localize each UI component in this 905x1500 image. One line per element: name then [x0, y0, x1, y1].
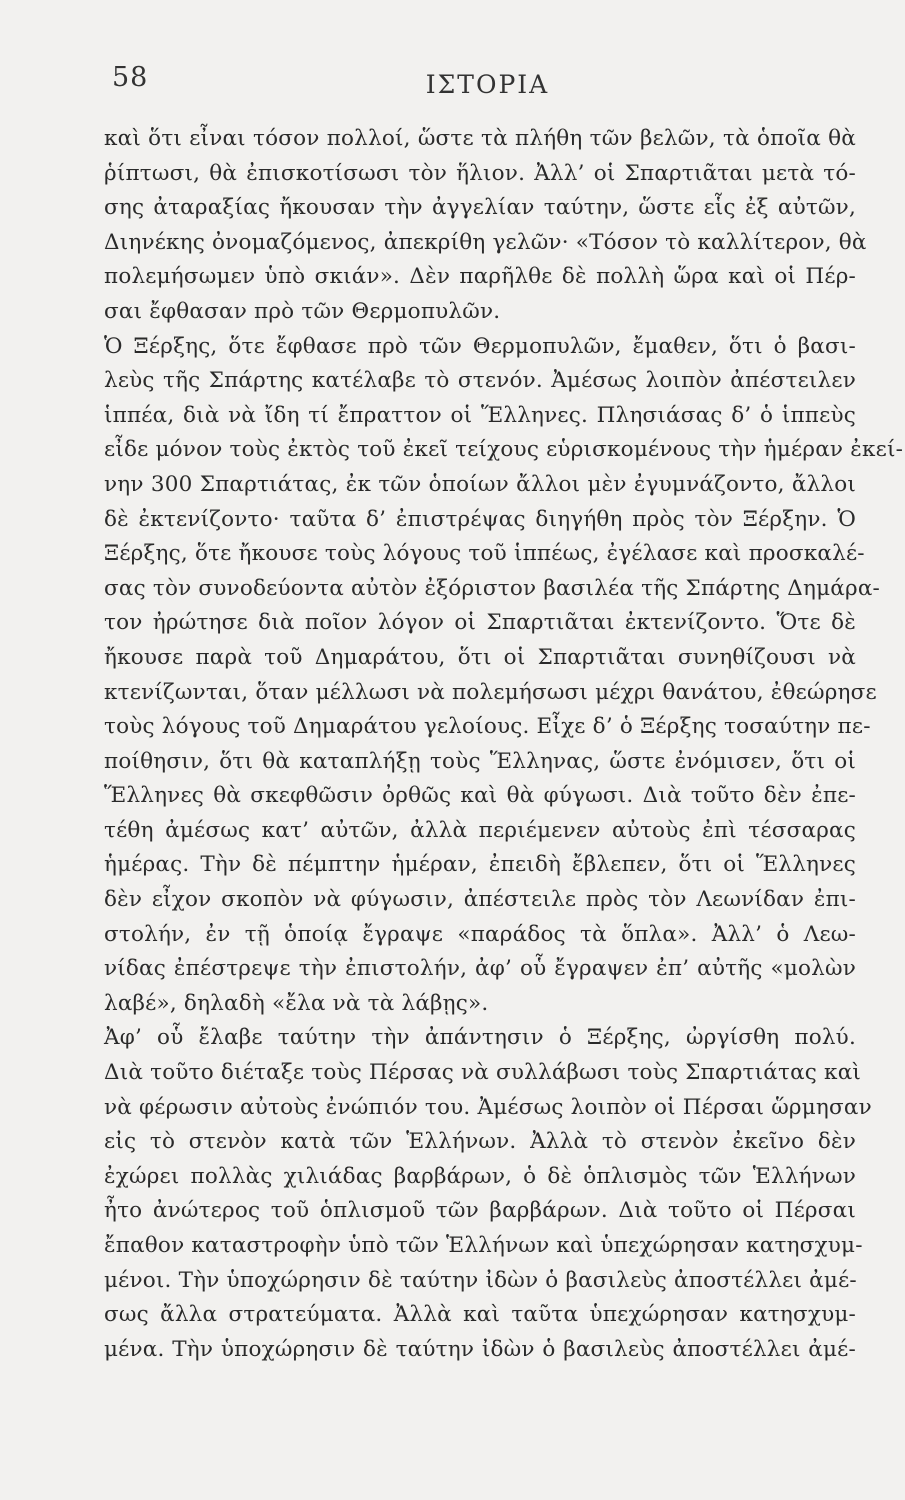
- text-line: δὲν εἶχον σκοπὸν νὰ φύγωσιν, ἀπέστειλε πρὸς τὸν Λεωνίδαν ἐπι-: [104, 887, 856, 913]
- text-line: Ὁ Ξέρξης, ὅτε ἔφθασε πρὸ τῶν Θερμοπυλῶν, ἔμαθεν, ὅτι ὁ βασι-: [104, 333, 856, 359]
- text-line: νὰ φέρωσιν αὐτοὺς ἐνώπιόν του. Ἀμέσως λοιπὸν οἱ Πέρσαι ὥρμησαν: [104, 1094, 872, 1120]
- text-line: Ἕλληνες θὰ σκεφθῶσιν ὀρθῶς καὶ θὰ φύγωσι. Διὰ τοῦτο δὲν ἐπε-: [104, 783, 856, 809]
- body-text: [104, 122, 904, 1367]
- text-line: τον ἠρώτησε διὰ ποῖον λόγον οἱ Σπαρτιᾶται ἐκτενίζοντο. Ὅτε δὲ: [104, 610, 856, 636]
- text-line: ποίθησιν, ὅτι θὰ καταπλήξῃ τοὺς Ἕλληνας, ὥστε ἐνόμισεν, ὅτι οἱ: [104, 748, 856, 774]
- text-line: ῥίπτωσι, θὰ ἐπισκοτίσωσι τὸν ἥλιον. Ἀλλ’ οἱ Σπαρτιᾶται μετὰ τό-: [104, 160, 856, 186]
- text-line: ἔπαθον καταστροφὴν ὑπὸ τῶν Ἑλλήνων καὶ ὑπεχώρησαν κατησχυμ-: [104, 1233, 863, 1258]
- page-number: 58: [112, 62, 149, 93]
- text-line: εἰς τὸ στενὸν κατὰ τῶν Ἑλλήνων. Ἀλλὰ τὸ στενὸν ἐκεῖνο δὲν: [104, 1129, 856, 1155]
- text-line: σως ἄλλα στρατεύματα. Ἀλλὰ καὶ ταῦτα ὑπεχώρησαν κατησχυμ-: [104, 1302, 856, 1328]
- text-line: σας τὸν συνοδεύοντα αὐτὸν ἐξόριστον βασιλέα τῆς Σπάρτης Δημάρα-: [104, 575, 881, 601]
- text-line: τοὺς λόγους τοῦ Δημαράτου γελοίους. Εἶχε δ’ ὁ Ξέρξης τοσαύτην πε-: [104, 714, 871, 740]
- text-line: Διηνέκης ὀνομαζόμενος, ἀπεκρίθη γελῶν· «Τόσον τὸ καλλίτερον, θὰ: [104, 229, 867, 255]
- text-line: λαβέ», δηλαδὴ «ἔλα νὰ τὰ λάβῃς».: [104, 990, 489, 1016]
- text-line: κτενίζωνται, ὅταν μέλλωσι νὰ πολεμήσωσι μέχρι θανάτου, ἐθεώρησε: [104, 679, 877, 705]
- text-line: πολεμήσωμεν ὑπὸ σκιάν». Δὲν παρῆλθε δὲ πολλὴ ὥρα καὶ οἱ Πέρ-: [104, 264, 856, 290]
- text-line: ἱππέα, διὰ νὰ ἴδη τί ἔπραττον οἱ Ἕλληνες. Πλησιάσας δ’ ὁ ἱππεὺς: [104, 402, 856, 428]
- text-line: Διὰ τοῦτο διέταξε τοὺς Πέρσας νὰ συλλάβωσι τοὺς Σπαρτιάτας καὶ: [104, 1060, 862, 1086]
- text-line: νίδας ἐπέστρεψε τὴν ἐπιστολήν, ἀφ’ οὗ ἔγραψεν ἐπ’ αὐτῆς «μολὼν: [104, 956, 856, 982]
- text-line: καὶ ὅτι εἶναι τόσον πολλοί, ὥστε τὰ πλήθη τῶν βελῶν, τὰ ὁποῖα θὰ: [104, 126, 856, 151]
- text-line: ἐχώρει πολλὰς χιλιάδας βαρβάρων, ὁ δὲ ὁπλισμὸς τῶν Ἑλλήνων: [104, 1163, 856, 1189]
- text-line: ἡμέρας. Τὴν δὲ πέμπτην ἡμέραν, ἐπειδὴ ἔβλεπεν, ὅτι οἱ Ἕλληνες: [104, 852, 856, 878]
- text-line: δὲ ἐκτενίζοντο· ταῦτα δ’ ἐπιστρέψας διηγήθη πρὸς τὸν Ξέρξην. Ὁ: [104, 506, 856, 532]
- text-line: τέθη ἀμέσως κατ’ αὐτῶν, ἀλλὰ περιέμενεν αὐτοὺς ἐπὶ τέσσαρας: [104, 817, 856, 843]
- text-line: ἦτο ἀνώτερος τοῦ ὁπλισμοῦ τῶν βαρβάρων. Διὰ τοῦτο οἱ Πέρσαι: [104, 1198, 856, 1224]
- text-line: στολήν, ἐν τῇ ὁποίᾳ ἔγραψε «παράδος τὰ ὅπλα». Ἀλλ’ ὁ Λεω-: [104, 921, 856, 947]
- text-line: Ἀφ’ οὗ ἔλαβε ταύτην τὴν ἀπάντησιν ὁ Ξέρξης, ὠργίσθη πολύ.: [104, 1025, 856, 1051]
- text-line: Ξέρξης, ὅτε ἤκουσε τοὺς λόγους τοῦ ἱππέως, ἐγέλασε καὶ προσκαλέ-: [104, 541, 865, 567]
- text-line: ἤκουσε παρὰ τοῦ Δημαράτου, ὅτι οἱ Σπαρτιᾶται συνηθίζουσι νὰ: [104, 644, 856, 670]
- text-line: λεὺς τῆς Σπάρτης κατέλαβε τὸ στενόν. Ἀμέσως λοιπὸν ἀπέστειλεν: [104, 368, 856, 394]
- text-line: σης ἀταραξίας ἤκουσαν τὴν ἀγγελίαν ταύτην, ὥστε εἷς ἐξ αὐτῶν,: [104, 195, 856, 221]
- text-line: μένοι. Τὴν ὑποχώρησιν δὲ ταύτην ἰδὼν ὁ βασιλεὺς ἀποστέλλει ἀμέ-: [104, 1267, 857, 1293]
- running-title: ΙΣΤΟΡΙΑ: [425, 70, 550, 99]
- text-line: νην 300 Σπαρτιάτας, ἐκ τῶν ὁποίων ἄλλοι μὲν ἐγυμνάζοντο, ἄλλοι: [104, 471, 856, 497]
- text-line: εἶδε μόνον τοὺς ἐκτὸς τοῦ ἐκεῖ τείχους εὑρισκομένους τὴν ἡμέραν ἐκεί-: [104, 437, 904, 463]
- text-line: σαι ἔφθασαν πρὸ τῶν Θερμοπυλῶν.: [104, 298, 501, 324]
- text-line: μένα. Τὴν ὑποχώρησιν δὲ ταύτην ἰδὼν ὁ βασιλεὺς ἀποστέλλει ἀμέ-: [104, 1336, 856, 1362]
